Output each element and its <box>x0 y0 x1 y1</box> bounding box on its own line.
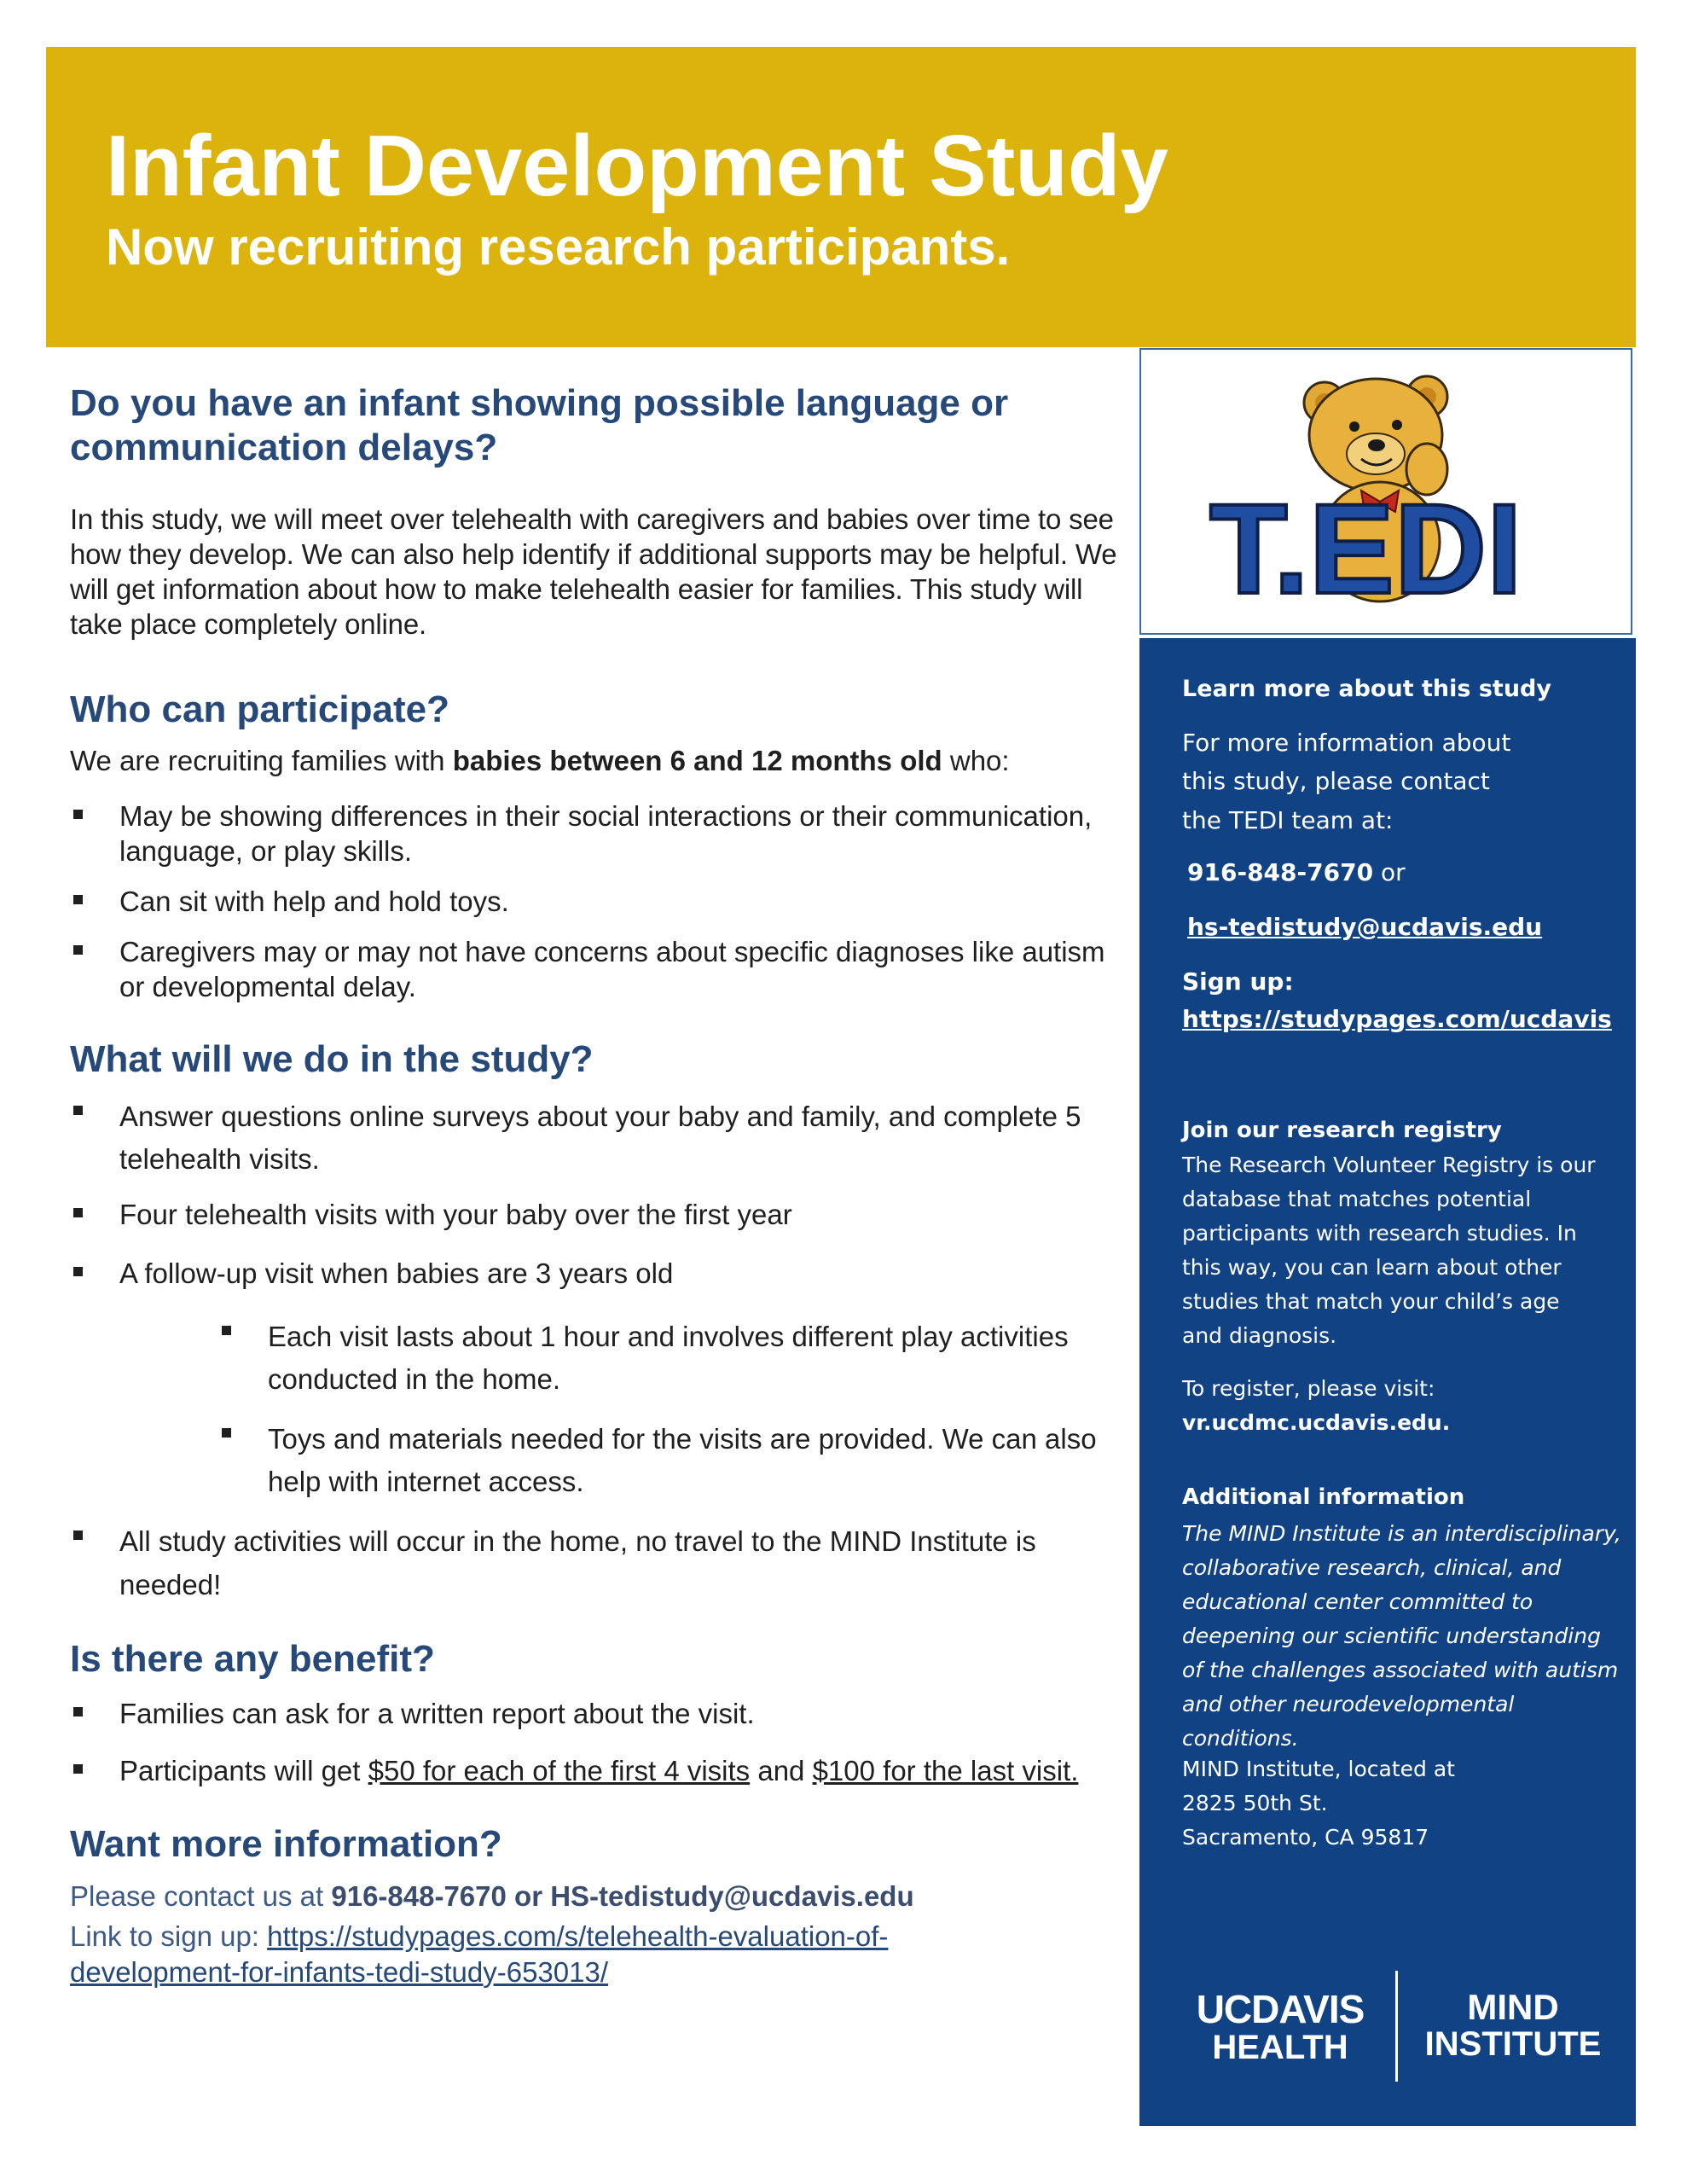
list-item: Four telehealth visits with your baby over the first year <box>70 1198 1119 1233</box>
email-link[interactable]: hs-tedistudy@ucdavis.edu <box>1187 913 1543 941</box>
logo-divider <box>1395 1971 1398 2082</box>
additional-info-heading: Additional information <box>1182 1484 1465 1510</box>
teddy-bear-icon <box>1141 350 1631 633</box>
ucdavis-health-logo: UCDAVIS HEALTH <box>1196 1987 1365 2066</box>
additional-info-text: The MIND Institute is an interdisciplinary, collaborative research, clinical, and educational center committed to deepening our scientific understanding of the challenges associated with autism and other neurodevelopmental conditions. <box>1182 1521 1621 1751</box>
address-line-1: MIND Institute, located at <box>1182 1757 1455 1781</box>
signup-line: Link to sign up: https://studypages.com/s/telehealth-evaluation-of-development-for-infants-tedi-study-653013/ <box>70 1920 889 1988</box>
studypages-link[interactable]: https://studypages.com/ucdavis <box>1182 1005 1612 1033</box>
info-sidebar <box>1139 638 1636 2126</box>
who-list <box>70 799 1119 1005</box>
benefit-heading: Is there any benefit? <box>70 1637 435 1680</box>
list-item: Participants will get $50 for each of the first 4 visits and $100 for the last visit. <box>70 1754 1119 1789</box>
list-item: Caregivers may or may not have concerns about specific diagnoses like autism or developmental delay. <box>70 935 1119 1005</box>
phone-line: 916-848-7670 or <box>1187 858 1406 886</box>
page-title: Infant Development Study <box>106 119 1168 214</box>
list-item: May be showing differences in their social interactions or their communication, language, or play skills. <box>70 799 1119 869</box>
signup-label: Sign up: <box>1182 967 1294 996</box>
list-item: Answer questions online surveys about your baby and family, and complete 5 telehealth visits. <box>70 1095 1119 1181</box>
who-lead: We are recruiting families with babies between 6 and 12 months old who: <box>70 745 1010 777</box>
address-line-2: 2825 50th St. <box>1182 1791 1328 1815</box>
registry-text: The Research Volunteer Registry is our database that matches potential participants with research studies. In this way, you can learn about other studies that match your child’s age and diagnosis. <box>1182 1153 1596 1348</box>
mind-institute-logo: MIND INSTITUTE <box>1424 1987 1602 2063</box>
contact-line: Please contact us at 916-848-7670 or HS-tedistudy@ucdavis.edu <box>70 1880 914 1913</box>
benefit-list <box>70 1697 1119 1789</box>
tedi-logo-text: T.EDI <box>1209 477 1522 620</box>
list-item: Each visit lasts about 1 hour and involves different play activities conducted in the home. <box>70 1316 1119 1401</box>
intro-heading: Do you have an infant showing possible language or communication delays? <box>70 382 1009 468</box>
tedi-logo-box <box>1139 348 1632 635</box>
list-item: Toys and materials needed for the visits are provided. We can also help with internet access. <box>70 1418 1119 1503</box>
list-item: All study activities will occur in the home, no travel to the MIND Institute is needed! <box>70 1520 1119 1606</box>
main-content <box>70 375 1119 1989</box>
signup-link[interactable]: https://studypages.com/s/telehealth-evaluation-of-development-for-infants-tedi-study-653013/ <box>70 1920 889 1988</box>
what-list <box>70 1095 1119 1606</box>
ucdavis-mind-logo <box>1191 1971 1600 2082</box>
list-item: Families can ask for a written report about the visit. <box>70 1697 1119 1732</box>
registry-heading: Join our research registry <box>1182 1118 1502 1143</box>
more-info-heading: Want more information? <box>70 1823 502 1866</box>
page-subtitle: Now recruiting research participants. <box>106 218 1011 276</box>
register-link[interactable]: vr.ucdmc.ucdavis.edu. <box>1182 1410 1451 1435</box>
what-heading: What will we do in the study? <box>70 1037 594 1080</box>
who-heading: Who can participate? <box>70 688 449 731</box>
learn-more-text: For more information about this study, please contact the TEDI team at: <box>1182 729 1511 834</box>
list-item: A follow-up visit when babies are 3 years old <box>70 1257 1119 1292</box>
intro-paragraph: In this study, we will meet over telehealth with caregivers and babies over time to see how they develop. We can also help identify if additional supports may be helpful. We will get information about how to make telehealth easier for families. This study will take place completely online. <box>70 502 1117 640</box>
email-line <box>1187 908 1622 946</box>
address-line-3: Sacramento, CA 95817 <box>1182 1825 1429 1850</box>
learn-more-heading: Learn more about this study <box>1182 676 1551 702</box>
header-banner <box>46 47 1636 347</box>
list-item: Can sit with help and hold toys. <box>70 885 1119 920</box>
signup-line <box>1182 1000 1617 1038</box>
register-text: To register, please visit: <box>1182 1376 1435 1401</box>
